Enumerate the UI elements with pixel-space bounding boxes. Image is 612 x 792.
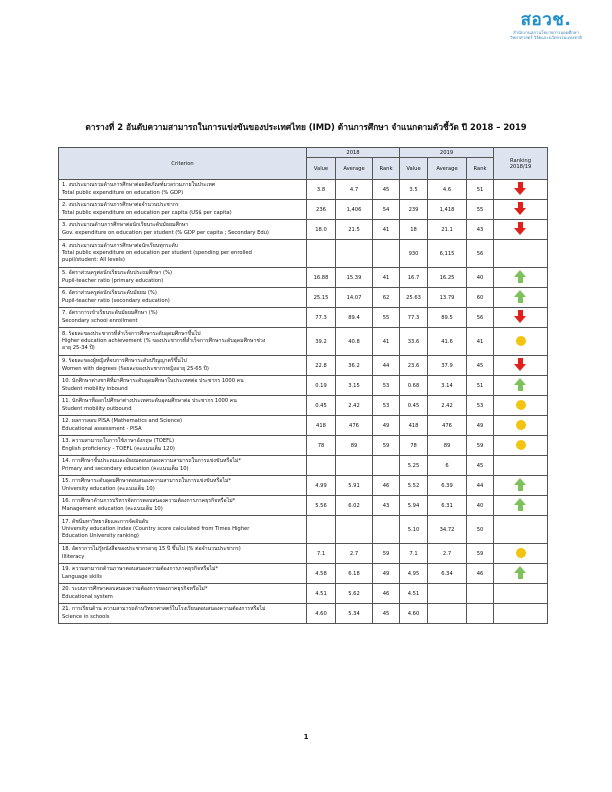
value-cell-v19: 16.7: [400, 268, 428, 288]
criterion-english: Gov. expenditure on education per student (% GDP per capita ; Secondary Edu): [62, 229, 269, 236]
criterion-english: Management education (คะแนนเต็ม 10): [62, 505, 163, 512]
value-cell-r19: 60: [467, 288, 494, 308]
value-2019-header: Value: [400, 158, 428, 180]
criterion-english: Total public expenditure on education per capita (US$ per capita): [62, 209, 232, 216]
value-cell-a19: [428, 584, 467, 604]
arrow-down-icon: [514, 310, 527, 323]
ranking-trend-cell: [494, 356, 548, 376]
criterion-cell: [59, 564, 307, 584]
criterion-english: University education (คะแนนเต็ม 10): [62, 485, 155, 492]
value-cell-a19: 6.34: [428, 564, 467, 584]
value-cell-v18: 78: [307, 436, 336, 456]
year-2019-header: 2019: [400, 148, 494, 158]
criterion-cell: [59, 288, 307, 308]
value-cell-r18: 45: [373, 180, 400, 200]
criterion-cell: [59, 476, 307, 496]
rank-2019-header: Rank: [467, 158, 494, 180]
value-cell-a18: 89.4: [336, 308, 373, 328]
value-cell-a18: 40.8: [336, 328, 373, 356]
value-cell-a18: 5.91: [336, 476, 373, 496]
value-cell-r19: 55: [467, 200, 494, 220]
value-cell-a19: 476: [428, 416, 467, 436]
value-cell-r18: 43: [373, 496, 400, 516]
value-cell-v18: 25.15: [307, 288, 336, 308]
value-cell-a19: 4.6: [428, 180, 467, 200]
criterion-thai: 21. การเรียนด้าน ความสามารถด้านวิทยาศาสตร์ในโรงเรียนตอบสนองความต้องการหรือไม่: [62, 606, 266, 613]
value-cell-r19: 50: [467, 516, 494, 544]
ranking-trend-cell: [494, 240, 548, 268]
value-cell-r18: 46: [373, 476, 400, 496]
table-row: [59, 220, 548, 240]
value-cell-v19: 3.5: [400, 180, 428, 200]
criterion-thai: 8. ร้อยละของประชากรที่สำเร็จการศึกษาระดับอุดมศึกษาขึ้นไป: [62, 330, 201, 337]
value-cell-v18: 4.51: [307, 584, 336, 604]
value-cell-a18: 6.18: [336, 564, 373, 584]
criterion-english: Primary and secondary education (คะแนนเต็ม 10): [62, 465, 189, 472]
value-cell-a18: 1,406: [336, 200, 373, 220]
value-cell-r19: 46: [467, 564, 494, 584]
value-cell-r19: 56: [467, 308, 494, 328]
ranking-header-line2: 2018/19: [509, 163, 532, 170]
table-row: [59, 564, 548, 584]
table-row: [59, 516, 548, 544]
value-cell-v18: [307, 516, 336, 544]
average-2019-header: Average: [428, 158, 467, 180]
criterion-thai: 16. การศึกษาด้านการบริหารจัดการตอบสนองความต้องการภาคธุรกิจหรือไม่*: [62, 498, 236, 505]
value-cell-r18: 41: [373, 220, 400, 240]
value-cell-r18: 53: [373, 396, 400, 416]
table-row: [59, 268, 548, 288]
ranking-trend-cell: [494, 288, 548, 308]
criterion-thai: 15. การศึกษาระดับอุดมศึกษาตอบสนองความสามารถในการแข่งขันหรือไม่*: [62, 478, 231, 485]
value-cell-v19: 5.25: [400, 456, 428, 476]
value-cell-v18: [307, 240, 336, 268]
ranking-trend-cell: [494, 604, 548, 624]
value-cell-r18: [373, 456, 400, 476]
arrow-up-icon: [514, 290, 527, 303]
ranking-trend-cell: [494, 436, 548, 456]
criterion-thai: 7. อัตราการเข้าเรียนระดับมัธยมศึกษา (%): [62, 310, 158, 317]
criterion-thai: 19. ความสามารถด้านภาษาตอบสนองความต้องการภาคธุรกิจหรือไม่*: [62, 566, 219, 573]
arrow-up-icon: [514, 498, 527, 511]
value-cell-v19: 25.63: [400, 288, 428, 308]
value-cell-a19: 1,418: [428, 200, 467, 220]
ranking-trend-cell: [494, 544, 548, 564]
value-cell-v19: 4.51: [400, 584, 428, 604]
value-cell-r19: 43: [467, 220, 494, 240]
criterion-cell: [59, 416, 307, 436]
circle-icon: [516, 336, 526, 346]
arrow-down-icon: [514, 182, 527, 195]
value-cell-v19: 23.6: [400, 356, 428, 376]
value-cell-a19: 6,115: [428, 240, 467, 268]
value-cell-v18: 4.58: [307, 564, 336, 584]
value-cell-v19: 33.6: [400, 328, 428, 356]
arrow-down-icon: [514, 202, 527, 215]
value-cell-a19: 6.39: [428, 476, 467, 496]
criterion-cell: [59, 240, 307, 268]
value-cell-r18: [373, 516, 400, 544]
criterion-cell: [59, 200, 307, 220]
value-cell-v18: 5.56: [307, 496, 336, 516]
rank-2018-header: Rank: [373, 158, 400, 180]
ranking-header: [494, 148, 548, 180]
value-cell-r18: 54: [373, 200, 400, 220]
criterion-cell: [59, 308, 307, 328]
value-cell-a18: 14.07: [336, 288, 373, 308]
arrow-up-icon: [514, 478, 527, 491]
value-cell-r19: 40: [467, 496, 494, 516]
value-cell-a18: [336, 516, 373, 544]
criterion-thai: 12. ผลการสอบ PISA (Mathematics and Science): [62, 418, 183, 425]
value-cell-v19: 18: [400, 220, 428, 240]
logo: [505, 10, 587, 52]
ranking-trend-cell: [494, 476, 548, 496]
value-cell-v18: 7.1: [307, 544, 336, 564]
value-cell-a19: 6: [428, 456, 467, 476]
criterion-english: Education University ranking): [62, 533, 139, 540]
value-cell-v18: 22.8: [307, 356, 336, 376]
value-cell-a18: 15.39: [336, 268, 373, 288]
ranking-trend-cell: [494, 456, 548, 476]
value-cell-a19: 2.7: [428, 544, 467, 564]
criterion-english: Educational assessment - PISA: [62, 425, 142, 432]
criterion-cell: [59, 436, 307, 456]
value-cell-a19: 16.25: [428, 268, 467, 288]
logo-mark: สอวช.: [520, 10, 572, 30]
table-row: [59, 240, 548, 268]
criterion-english: Total public expenditure on education (% GDP): [62, 189, 184, 196]
criterion-english: Higher education achievement (% ของประชากรที่สำเร็จการศึกษาระดับอุดมศึกษาช่วง: [62, 337, 266, 344]
table-row: [59, 356, 548, 376]
arrow-down-icon: [514, 222, 527, 235]
value-cell-r18: 59: [373, 436, 400, 456]
criterion-cell: [59, 396, 307, 416]
table-row: [59, 376, 548, 396]
criterion-thai: 3. งบประมาณด้านการศึกษาต่อนักเรียนระดับมัธยมศึกษา: [62, 222, 189, 229]
criterion-thai: 13. ความสามารถในการใช้ภาษาอังกฤษ (TOEFL): [62, 438, 175, 445]
value-cell-v19: 418: [400, 416, 428, 436]
value-cell-v18: [307, 456, 336, 476]
value-cell-v19: 78: [400, 436, 428, 456]
value-cell-r18: 49: [373, 564, 400, 584]
value-cell-a19: 89.5: [428, 308, 467, 328]
value-cell-v18: 418: [307, 416, 336, 436]
criterion-english: Pupil-teacher ratio (primary education): [62, 277, 164, 284]
criterion-cell: [59, 604, 307, 624]
criterion-thai: 18. อัตราการไม่รู้หนังสือของประชากรอายุ 15 ปี ขึ้นไป (% ต่อจำนวนประชากร): [62, 546, 241, 553]
value-cell-r18: 53: [373, 376, 400, 396]
value-cell-v19: 930: [400, 240, 428, 268]
page-number: 1: [303, 733, 309, 741]
value-cell-v18: 4.60: [307, 604, 336, 624]
value-cell-a18: [336, 240, 373, 268]
value-2018-header: Value: [307, 158, 336, 180]
value-cell-v18: 0.19: [307, 376, 336, 396]
value-cell-v19: 5.94: [400, 496, 428, 516]
value-cell-r18: 62: [373, 288, 400, 308]
value-cell-a18: 4.7: [336, 180, 373, 200]
table-row: [59, 604, 548, 624]
value-cell-r18: 41: [373, 328, 400, 356]
ranking-trend-cell: [494, 416, 548, 436]
value-cell-r18: 44: [373, 356, 400, 376]
criterion-english: University education index (Country score calculated from Times Higher: [62, 525, 250, 532]
criterion-cell: [59, 544, 307, 564]
criterion-thai: 11. นักศึกษาที่ออกไปศึกษาต่างประเทศระดับอุดมศึกษาต่อ ประชากร 1000 คน: [62, 398, 237, 405]
value-cell-a18: [336, 456, 373, 476]
logo-line-1: สำนักงานสภานโยบายการอุดมศึกษา: [513, 30, 579, 35]
ranking-trend-cell: [494, 268, 548, 288]
criterion-thai: 17. ดัชนีมหาวิทยาลัยและการจัดอันดับ: [62, 518, 149, 525]
arrow-up-icon: [514, 566, 527, 579]
value-cell-r19: 56: [467, 240, 494, 268]
value-cell-v19: 4.60: [400, 604, 428, 624]
criterion-thai: 9. ร้อยละของผู้หญิงที่จบการศึกษาระดับปริญญาตรีขึ้นไป: [62, 358, 187, 365]
criterion-cell: [59, 268, 307, 288]
criterion-english: Student mobility outbound: [62, 405, 132, 412]
ranking-trend-cell: [494, 376, 548, 396]
ranking-trend-cell: [494, 180, 548, 200]
ranking-trend-cell: [494, 220, 548, 240]
ranking-trend-cell: [494, 496, 548, 516]
value-cell-v18: 18.0: [307, 220, 336, 240]
value-cell-r19: 44: [467, 476, 494, 496]
value-cell-v19: 239: [400, 200, 428, 220]
value-cell-r19: 51: [467, 180, 494, 200]
value-cell-r19: [467, 604, 494, 624]
arrow-up-icon: [514, 270, 527, 283]
arrow-up-icon: [514, 378, 527, 391]
value-cell-r19: 40: [467, 268, 494, 288]
value-cell-v18: 16.88: [307, 268, 336, 288]
ranking-trend-cell: [494, 328, 548, 356]
value-cell-r19: 45: [467, 356, 494, 376]
ranking-trend-cell: [494, 200, 548, 220]
value-cell-a18: 476: [336, 416, 373, 436]
circle-icon: [516, 548, 526, 558]
value-cell-a18: 5.34: [336, 604, 373, 624]
criterion-thai: 4. งบประมาณรวมด้านการศึกษาต่อนักเรียนทุกระดับ: [62, 242, 179, 249]
value-cell-r19: 45: [467, 456, 494, 476]
ranking-trend-cell: [494, 564, 548, 584]
average-2018-header: Average: [336, 158, 373, 180]
value-cell-v18: 0.45: [307, 396, 336, 416]
value-cell-v19: 0.45: [400, 396, 428, 416]
value-cell-r18: [373, 240, 400, 268]
value-cell-r19: 59: [467, 436, 494, 456]
value-cell-a18: 36.2: [336, 356, 373, 376]
criterion-english: Language skills: [62, 573, 102, 580]
table-row: [59, 436, 548, 456]
value-cell-a19: 89: [428, 436, 467, 456]
table-row: [59, 416, 548, 436]
criterion-english: Women with degrees (ร้อยละของประชากรหญิงอายุ 25-65 ปี): [62, 365, 209, 372]
value-cell-a18: 2.42: [336, 396, 373, 416]
criterion-thai: 14. การศึกษาขั้นประถมและมัธยมตอบสนองความสามารถในการแข่งขันหรือไม่*: [62, 458, 241, 465]
value-cell-r19: 41: [467, 328, 494, 356]
criterion-english: Illiteracy: [62, 553, 85, 560]
value-cell-a19: 21.1: [428, 220, 467, 240]
circle-icon: [516, 420, 526, 430]
value-cell-v19: 0.68: [400, 376, 428, 396]
table-row: [59, 328, 548, 356]
table-row: [59, 288, 548, 308]
value-cell-v19: 77.3: [400, 308, 428, 328]
value-cell-r19: [467, 584, 494, 604]
criterion-header: Criterion: [59, 148, 307, 180]
year-2018-header: 2018: [307, 148, 400, 158]
criterion-cell: [59, 516, 307, 544]
value-cell-v18: 3.8: [307, 180, 336, 200]
value-cell-r19: 59: [467, 544, 494, 564]
table-row: [59, 544, 548, 564]
value-cell-r18: 59: [373, 544, 400, 564]
criterion-english: อายุ 25-34 ปี): [62, 345, 95, 352]
table-row: [59, 200, 548, 220]
value-cell-r19: 49: [467, 416, 494, 436]
table-row: [59, 396, 548, 416]
criterion-thai: 5. อัตราส่วนครูต่อนักเรียนระดับประถมศึกษา (%): [62, 270, 173, 277]
table-row: [59, 180, 548, 200]
value-cell-a19: 2.42: [428, 396, 467, 416]
table-row: [59, 308, 548, 328]
criterion-english: Science in schools: [62, 613, 110, 620]
table-row: [59, 456, 548, 476]
value-cell-r18: 46: [373, 584, 400, 604]
criterion-cell: [59, 220, 307, 240]
table-row: [59, 476, 548, 496]
value-cell-a19: 3.14: [428, 376, 467, 396]
criterion-thai: 10. นักศึกษาต่างชาติที่มาศึกษาระดับอุดมศึกษาในประเทศต่อ ประชากร 1000 คน: [62, 378, 244, 385]
value-cell-v19: 7.1: [400, 544, 428, 564]
value-cell-a18: 6.02: [336, 496, 373, 516]
value-cell-r18: 49: [373, 416, 400, 436]
value-cell-r19: 53: [467, 396, 494, 416]
criterion-english: pupil/student: All levels): [62, 257, 125, 264]
criterion-cell: [59, 180, 307, 200]
circle-icon: [516, 440, 526, 450]
value-cell-a18: 3.15: [336, 376, 373, 396]
value-cell-a19: 13.79: [428, 288, 467, 308]
ranking-trend-cell: [494, 396, 548, 416]
ranking-header-line1: Ranking: [510, 157, 532, 164]
value-cell-v19: 5.52: [400, 476, 428, 496]
criterion-thai: 20. ระบบการศึกษาตอบสนองความต้องการของภาคธุรกิจหรือไม่*: [62, 586, 208, 593]
criterion-cell: [59, 328, 307, 356]
value-cell-a18: 21.5: [336, 220, 373, 240]
ranking-trend-cell: [494, 308, 548, 328]
value-cell-r18: 45: [373, 604, 400, 624]
table-body: [59, 180, 548, 624]
value-cell-r18: 55: [373, 308, 400, 328]
arrow-down-icon: [514, 358, 527, 371]
ranking-trend-cell: [494, 584, 548, 604]
criterion-english: Secondary school enrollment: [62, 317, 138, 324]
value-cell-a19: 6.31: [428, 496, 467, 516]
ranking-trend-cell: [494, 516, 548, 544]
criterion-english: Student mobility inbound: [62, 385, 128, 392]
criterion-english: Educational system: [62, 593, 113, 600]
criterion-english: English proficiency - TOEFL (คะแนนเต็ม 120): [62, 445, 175, 452]
value-cell-a19: [428, 604, 467, 624]
value-cell-r19: 51: [467, 376, 494, 396]
value-cell-r18: 41: [373, 268, 400, 288]
table-row: [59, 584, 548, 604]
criterion-thai: 1. งบประมาณรวมด้านการศึกษาต่อผลิตภัณฑ์มวลรวมภายในประเทศ: [62, 182, 216, 189]
table-row: [59, 496, 548, 516]
criterion-cell: [59, 496, 307, 516]
value-cell-v18: 4.99: [307, 476, 336, 496]
value-cell-a19: 37.9: [428, 356, 467, 376]
imd-education-table: [58, 147, 548, 624]
value-cell-v18: 236: [307, 200, 336, 220]
value-cell-a18: 89: [336, 436, 373, 456]
value-cell-v19: 5.10: [400, 516, 428, 544]
value-cell-v18: 77.3: [307, 308, 336, 328]
criterion-cell: [59, 356, 307, 376]
value-cell-a19: 41.6: [428, 328, 467, 356]
criterion-thai: 2. งบประมาณรวมด้านการศึกษาต่อจำนวนประชากร: [62, 202, 179, 209]
criterion-cell: [59, 376, 307, 396]
criterion-cell: [59, 456, 307, 476]
value-cell-a18: 2.7: [336, 544, 373, 564]
value-cell-a19: 34.72: [428, 516, 467, 544]
value-cell-v18: 39.2: [307, 328, 336, 356]
value-cell-a18: 5.62: [336, 584, 373, 604]
criterion-english: Total public expenditure on education per student (spending per enrolled: [62, 249, 252, 256]
criterion-english: Pupil-teacher ratio (secondary education): [62, 297, 170, 304]
circle-icon: [516, 400, 526, 410]
logo-line-2: วิทยาศาสตร์ วิจัยและนวัตกรรมแห่งชาติ: [510, 35, 582, 40]
table-title: ตารางที่ 2 อันดับความสามารถในการแข่งขันของประเทศไทย (IMD) ด้านการศึกษา จำแนกตามตัวชี้วัด ปี 2018 – 2019: [85, 122, 527, 132]
value-cell-v19: 4.95: [400, 564, 428, 584]
criterion-cell: [59, 584, 307, 604]
criterion-thai: 6. อัตราส่วนครูต่อนักเรียนระดับมัธยม (%): [62, 290, 157, 297]
